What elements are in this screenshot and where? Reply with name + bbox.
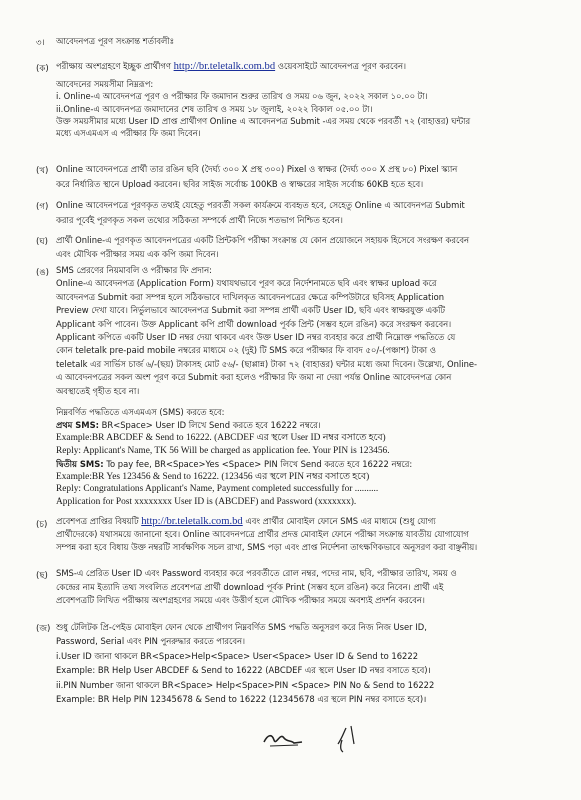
clause-nga-line: SMS প্রেরণের নিয়মাবলি ও পরীক্ষার ফি প্রদান: <box>56 265 212 275</box>
text-span: এবং প্রার্থীর মোবাইল ফোনে SMS এর মাধ্যমে (শুধু যোগ্য <box>242 516 436 526</box>
signature-image <box>258 722 368 758</box>
clause-nga-line: teletalk এর সার্ভিস চার্জ ৬/-(ছয়) টাকাসহ মোট ৫৬/- (ছাপ্পান্ন) টাকা ৭২ (বাহাত্তর) ঘন্টার মধ্যে জমা দিবেন। উল্লেখ্য, Online- <box>56 358 478 369</box>
sms-intro: নিম্নবর্ণিত পদ্ধতিতে এসএমএস (SMS) করতে হবে: <box>56 407 225 417</box>
clause-ka-line <box>56 60 565 73</box>
clause-ga-line: Online আবেদনপত্রে পূরণকৃত তথ্যই যেহেতু পরবর্তী সকল কার্যক্রমে ব্যবহৃত হবে, সেহেতু Online এ আবেদনপত্র Submit <box>56 200 465 210</box>
clause-ka-number: (ক) <box>36 64 49 74</box>
text-span: ওয়েবসাইটে আবেদনপত্র পূরণ করবেন। <box>275 61 407 71</box>
clause-gha-line: প্রার্থী Online-এ পূরণকৃত আবেদনপত্রের একটি প্রিন্টকপি পরীক্ষা সংক্রান্ত যে কোন প্রয়োজনে সহায়ক হিসেবে সংরক্ষণ করবেন <box>56 235 469 245</box>
clause-cha-line: SMS-এ প্রেরিত User ID এবং Password ব্যবহার করে পরবর্তীতে রোল নম্বর, পদের নাম, ছবি, পরীক্ষার তারিখ, সময় ও <box>56 568 457 578</box>
text-span: প্রবেশপত্র প্রাপ্তির বিষয়টি <box>56 516 142 526</box>
clause-ca-number: (চ) <box>36 520 48 530</box>
clause-nga-line: আবেদনপত্র Submit করা সম্পন্ন হলে সঠিকভাবে দাখিলকৃত আবেদনপত্রের ক্ষেত্রে কম্পিউটারে ছবিসহ Application <box>56 291 445 302</box>
clause-ga <box>56 198 565 228</box>
clause-nga <box>56 264 565 398</box>
clause-ca-line: প্রার্থীদেরকে) যথাসময়ে জানানো হবে। Online আবেদনপত্রে প্রার্থীর প্রদত্ত মোবাইল ফোনে পরীক্ষা সংক্রান্ত যাবতীয় যোগাযোগ <box>56 529 469 539</box>
section-number: ৩। <box>36 38 45 48</box>
clause-ka-line: ii.Online-এ আবেদনপত্র জমাদানের শেষ তারিখ ও সময় ১৮ জুলাই, ২০২২ বিকাল ০৫.০০ টা। <box>56 103 373 114</box>
clause-nga-line: অবস্থাতেই গৃহীত হবে না। <box>56 385 140 396</box>
clause-ja-line: Example: BR Help User ABCDEF & Send to 16222 (ABCDEF এর স্থলে User ID নম্বর বসাতে হবে)। <box>56 665 431 676</box>
sms-example-1: Example:BR ABCDEF & Send to 16222. (ABCDEF এর স্থলে User ID নম্বর বসাতে হবে) <box>56 432 386 443</box>
clause-nga-line: এ আবেদনপত্রের সকল অংশ পূরণ করে Submit করা হলেও পরীক্ষার ফি জমা না দেয়া পর্যন্ত Online আবেদনপত্র কোন <box>56 372 452 383</box>
clause-ga-number: (গ) <box>36 202 49 212</box>
clause-ja-number: (জ) <box>36 624 51 634</box>
second-sms-label: দ্বিতীয় SMS: <box>56 458 104 469</box>
sms-reply-3: Application for Post xxxxxxxx User ID is (ABCDEF) and Password (xxxxxxx). <box>56 497 357 508</box>
sms-reply-2: Reply: Congratulations Applicant's Name, Payment completed successfully for .......... <box>56 484 379 495</box>
clause-ka <box>56 60 565 139</box>
clause-nga-line: Online-এ আবেদনপত্র (Application Form) যথাযথভাবে পূরণ করে নির্দেশনামতে ছবি এবং স্বাক্ষর upload করে <box>56 278 437 289</box>
website-link[interactable]: http://br.teletalk.com.bd <box>173 61 276 72</box>
clause-kha-number: (খ) <box>36 166 49 176</box>
clause-ka-line: উক্ত সময়সীমার মধ্যে User ID প্রাপ্ত প্রার্থীগণ Online এ আবেদনপত্র Submit -এর সময় থেকে পরবর্তী ৭২ (বাহাত্তর) ঘন্টার <box>56 115 471 126</box>
sms-second-line <box>56 458 565 471</box>
clause-ka-line: মধ্যে এসএমএস এ পরীক্ষার ফি জমা দিবেন। <box>56 128 201 139</box>
signature-stroke <box>270 745 298 746</box>
sms-first-line <box>56 419 565 432</box>
clause-kha <box>56 162 565 192</box>
signature-stroke <box>338 728 346 752</box>
second-sms-text: To pay fee, BR<Space>Yes <Space> PIN লিখে Send করতে হবে 16222 নম্বরে: <box>103 458 413 469</box>
clause-nga-line: Applicant কপি পাবেন। উক্ত Applicant কপি প্রার্থী download পূর্বক প্রিন্ট (সম্ভব হলে রঙিন) করে সংরক্ষণ করবেন। <box>56 318 452 329</box>
clause-ja-line: ii.PIN Number জানা থাকলে BR<Space> Help<Space>PIN <Space> PIN No & Send to 16222 <box>56 679 435 690</box>
first-sms-label: প্রথম SMS: <box>56 419 99 430</box>
clause-nga-line: কোন teletalk pre-paid mobile নম্বরের মাধ্যমে ০২ (দুই) টি SMS করে পরীক্ষার ফি বাবদ ৫০/-(পঞ্চাশ) টাকা ও <box>56 345 436 356</box>
heading-text: আবেদনপত্র পূরণ সংক্রান্ত শর্তাবলীঃ <box>56 36 175 46</box>
clause-cha-line: কেন্দ্রের নাম ইত্যাদি তথ্য সংবলিত প্রবেশপত্র প্রার্থী download পূর্বক Print (সম্ভব হলে রঙিন) করে নিবেন। প্রার্থী এই <box>56 581 444 592</box>
clause-nga-line: Preview দেখা যাবে। নির্ভুলভাবে আবেদনপত্র Submit করা সম্পন্ন প্রার্থী একটি User ID, ছবি এবং স্বাক্ষরযুক্ত একটি <box>56 305 445 316</box>
clause-gha <box>56 233 565 261</box>
clause-gha-number: (ঘ) <box>36 237 49 247</box>
clause-cha <box>56 567 565 608</box>
clause-cha-line: প্রবেশপত্রটি লিখিত পরীক্ষায় অংশগ্রহণের সময়ে এবং উত্তীর্ণ হলে মৌখিক পরীক্ষার সময়ে অবশ্যই প্রদর্শন করবেন। <box>56 595 425 605</box>
first-sms-text: BR<Space> User ID লিখে Send করতে হবে 16222 নম্বরে। <box>99 419 321 430</box>
clause-ca-line: সম্পন্ন করা হবে বিধায় উক্ত নম্বরটি সার্বক্ষণিক সচল রাখা, SMS পড়া এবং প্রাপ্ত নির্দেশনা তাৎক্ষণিকভাবে অনুসরণ করা বাঞ্ছনীয়। <box>56 542 478 552</box>
sms-instructions <box>56 406 565 509</box>
clause-ja-line: i.User ID জানা থাকলে BR<Space>Help<Space> User<Space> User ID & Send to 16222 <box>56 650 419 661</box>
clause-ka-line: i. Online-এ আবেদনপত্র পূরণ ও পরীক্ষার ফি জমাদান শুরুর তারিখ ও সময় ০৬ জুন, ২০২২ সকাল ১০.০০ টা। <box>56 91 428 102</box>
clause-ja-line: শুধু টেলিটক প্রি-পেইড মোবাইল ফোন থেকে প্রার্থীগণ নিম্নবর্ণিত SMS পদ্ধতি অনুসরণ করে নিজ নিজ User ID, <box>56 622 427 632</box>
section-heading <box>56 35 565 47</box>
clause-kha-line: Online আবেদনপত্রে প্রার্থী তার রঙিন ছবি (দৈর্ঘ্য ৩০০ X প্রস্থ ৩০০) Pixel ও স্বাক্ষর (দৈর্ঘ্য ৩০০ X প্রস্থ ৮০) Pixel স্ক্যান <box>56 164 458 174</box>
website-link[interactable]: http://br.teletalk.com.bd <box>141 516 243 527</box>
clause-ca-line <box>56 515 565 528</box>
signature-stroke <box>351 726 354 744</box>
signature-stroke <box>264 736 302 743</box>
clause-ka-line: আবেদনের সময়সীমা নিম্নরূপ: <box>56 79 154 90</box>
sms-example-2: Example:BR Yes 123456 & Send to 16222. (123456 এর স্থলে PIN নম্বর বসাতে হবে) <box>56 471 370 482</box>
sms-reply-1: Reply: Applicant's Name, TK 56 Will be charged as application fee. Your PIN is 123456. <box>56 445 390 456</box>
clause-ja-line: Example: BR Help PIN 12345678 & Send to 16222 (12345678 এর স্থলে PIN নম্বর বসাতে হবে)। <box>56 694 427 705</box>
clause-gha-line: এবং মৌখিক পরীক্ষার সময় এক কপি জমা দিবেন। <box>56 249 219 259</box>
clause-ja <box>56 620 565 706</box>
clause-nga-number: (ঙ) <box>36 268 50 278</box>
clause-nga-line: Applicant কপিতে একটি User ID নম্বর দেয়া থাকবে এবং উক্ত User ID নম্বর ব্যবহার করে প্রার্থী নিম্নোক্ত পদ্ধতিতে যে <box>56 332 456 343</box>
text-span: পরীক্ষায় অংশগ্রহণে ইচ্ছুক প্রার্থীগণ <box>56 61 174 71</box>
clause-ja-line: Password, Serial এবং PIN পুনরুদ্ধার করতে পারবেন। <box>56 636 246 647</box>
clause-ga-line: করার পূর্বেই পূরণকৃত সকল তথ্যের সঠিকতা সম্পর্কে প্রার্থী নিজে শতভাগ নিশ্চিত হবেন। <box>56 215 343 225</box>
clause-kha-line: করে নির্ধারিত স্থানে Upload করবেন। ছবির সাইজ সর্বোচ্চ 100KB ও স্বাক্ষরের সাইজ সর্বোচ্চ 60KB হতে হবে। <box>56 179 424 189</box>
clause-ca <box>56 515 565 554</box>
clause-cha-number: (ছ) <box>36 571 48 581</box>
